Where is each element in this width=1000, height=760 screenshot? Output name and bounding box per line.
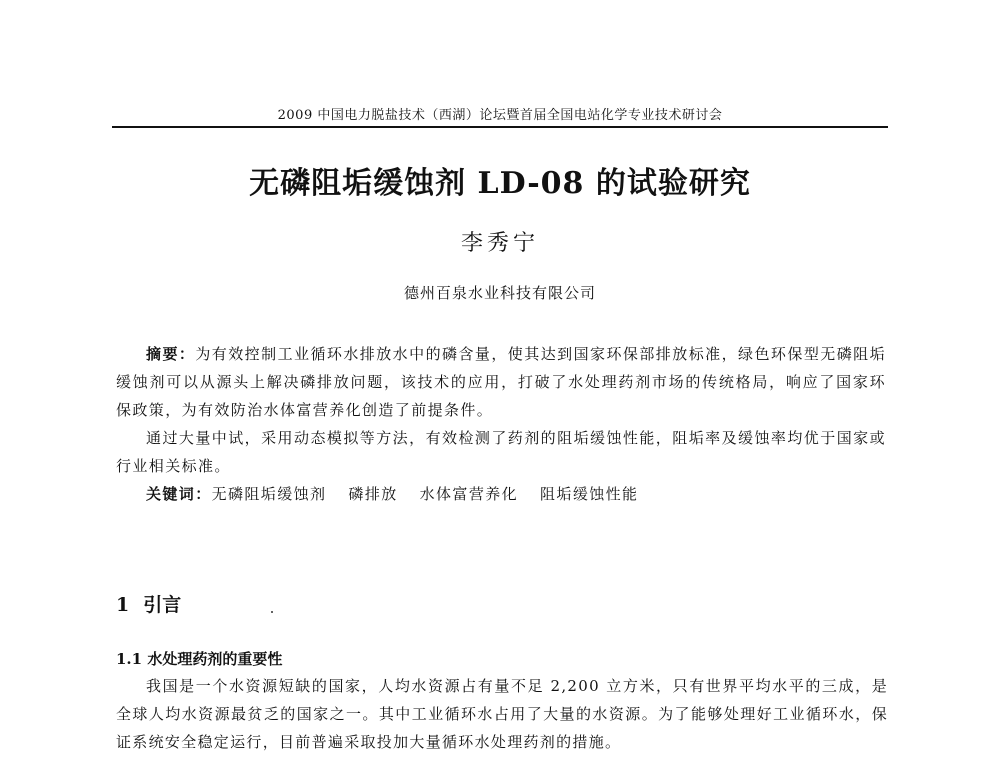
section-number: 1 [116, 594, 130, 616]
body-text [116, 672, 888, 756]
keywords-line [116, 480, 886, 508]
abstract-text-1: 为有效控制工业循环水排放水中的磷含量，使其达到国家环保部排放标准，绿色环保型无磷阻垢缓蚀剂可以从源头上解决磷排放问题，该技术的应用，打破了水处理药剂市场的传统格局，响应了国家环保政策，为有效防治水体富营养化创造了前提条件。 [116, 345, 886, 419]
affiliation: 德州百泉水业科技有限公司 [403, 284, 596, 302]
body-paragraph: 我国是一个水资源短缺的国家，人均水资源占有量不足 2,200 立方米，只有世界平均水平的三成，是全球人均水资源最贫乏的国家之一。其中工业循环水占用了大量的水资源。为了能够处理好工业循环水，保证系统安全稳定运行，目前普遍采取投加大量循环水处理药剂的措施。 [116, 677, 888, 751]
stray-dot [271, 611, 273, 613]
abstract-paragraph-1 [116, 340, 886, 424]
section-title: 引言 [143, 594, 182, 616]
subsection-number: 1.1 [116, 650, 143, 668]
paper-title: 无磷阻垢缓蚀剂 LD-08 的试验研究 [249, 166, 751, 201]
keyword: 磷排放 [348, 485, 398, 503]
header-rule [112, 126, 888, 128]
subsection-title: 水处理药剂的重要性 [147, 650, 283, 668]
abstract-paragraph-2: 通过大量中试，采用动态模拟等方法，有效检测了药剂的阻垢缓蚀性能，阻垢率及缓蚀率均优于国家或行业相关标准。 [116, 429, 886, 475]
abstract-label: 摘要： [146, 345, 196, 363]
keyword: 水体富营养化 [419, 485, 519, 503]
keywords-label: 关键词： [146, 485, 212, 503]
abstract-block [116, 340, 886, 508]
keyword: 无磷阻垢缓蚀剂 [211, 485, 327, 503]
author-name: 李秀宁 [460, 231, 539, 256]
keyword: 阻垢缓蚀性能 [540, 485, 639, 503]
section-heading [116, 590, 181, 617]
subsection-heading [116, 648, 282, 669]
conference-header: 2009 中国电力脱盐技术（西湖）论坛暨首届全国电站化学专业技术研讨会 [277, 108, 723, 123]
